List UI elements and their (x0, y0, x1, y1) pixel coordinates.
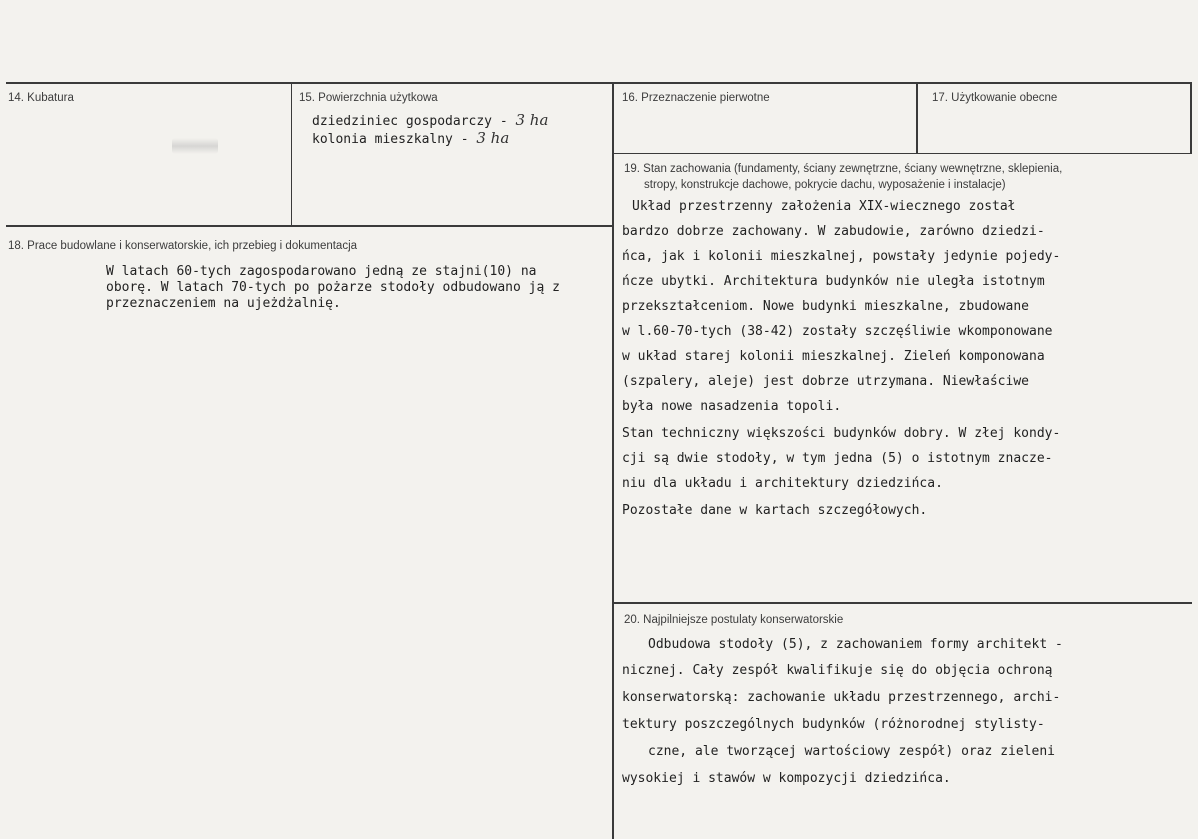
field-15-line-2-text: kolonia mieszkalny - (312, 132, 477, 147)
field-20-line: Odbudowa stodoły (5), z zachowaniem formy architekt - (648, 637, 1063, 652)
field-16-label: 16. Przeznaczenie pierwotne (622, 92, 770, 104)
field-15-label: 15. Powierzchnia użytkowa (299, 92, 438, 104)
field-20-label: 20. Najpilniejsze postulaty konserwatorskie (624, 614, 844, 626)
field-15-line-2-handwritten: 3 ha (476, 129, 510, 147)
field-18-line: W latach 60-tych zagospodarowano jedną ze stajni(10) na (106, 264, 537, 279)
column-divider-3 (916, 82, 918, 154)
field-19-line: (szpalery, aleje) jest dobrze utrzymana. Niewłaściwe (622, 374, 1029, 389)
field-18-label: 18. Prace budowlane i konserwatorskie, ich przebieg i dokumentacja (8, 240, 358, 252)
field-20-line: nicznej. Cały zespół kwalifikuje się do objęcia ochroną (622, 663, 1053, 678)
field-20-line: czne, ale tworzącej wartościowy zespół) oraz zieleni (648, 744, 1055, 759)
field-15-line-1-text: dziedziniec gospodarczy - (312, 114, 516, 129)
field-19-line: Układ przestrzenny założenia XIX-wiecznego został (632, 199, 1016, 214)
right-border (1190, 82, 1192, 154)
field-18-line: oborę. W latach 70-tych po pożarze stodoły odbudowano ją z (106, 280, 560, 295)
column-divider-1 (291, 82, 292, 226)
field-19-line: ńca, jak i kolonii mieszkalnej, powstały jedynie pojedy- (622, 249, 1061, 264)
field-20-line: konserwatorską: zachowanie układu przestrzennego, archi- (622, 690, 1061, 705)
field-15-line-2 (312, 129, 509, 147)
paper-smudge (172, 138, 218, 154)
field-17-label: 17. Użytkowanie obecne (932, 92, 1058, 104)
field-20-line: tektury poszczególnych budynków (różnorodnej stylisty- (622, 717, 1045, 732)
field-19-line: Pozostałe dane w kartach szczegółowych. (622, 503, 928, 518)
field-19-line: bardzo dobrze zachowany. W zabudowie, zarówno dziedzi- (622, 224, 1045, 239)
field-19-line: ńcze ubytki. Architektura budynków nie uległa istotnym (622, 274, 1045, 289)
field-18-line: przeznaczeniem na ujeżdżalnię. (106, 296, 341, 311)
column-divider-main (612, 82, 614, 839)
field-19-line: w układ starej kolonii mieszkalnej. Zieleń komponowana (622, 349, 1045, 364)
field-19-line: niu dla układu i architektury dziedzińca. (622, 476, 943, 491)
field-15-line-1-handwritten: 3 ha (515, 111, 549, 129)
top-border (6, 82, 1192, 84)
right-row-divider-2 (614, 602, 1192, 604)
right-row-divider-1 (614, 153, 1192, 154)
field-19-label-line-2: stropy, konstrukcje dachowe, pokrycie dachu, wyposażenie i instalacje) (644, 179, 1006, 191)
field-15-line-1 (312, 111, 548, 129)
field-14-label: 14. Kubatura (8, 92, 74, 104)
field-19-line: przekształceniom. Nowe budynki mieszkalne, zbudowane (622, 299, 1029, 314)
field-19-label-line-1: 19. Stan zachowania (fundamenty, ściany zewnętrzne, ściany wewnętrzne, sklepienia, (624, 163, 1063, 175)
field-20-line: wysokiej i stawów w kompozycji dziedzińca. (622, 771, 951, 786)
field-19-line: Stan techniczny większości budynków dobry. W złej kondy- (622, 426, 1061, 441)
field-19-line: była nowe nasadzenia topoli. (622, 399, 842, 414)
field-19-line: w l.60-70-tych (38-42) zostały szczęśliwie wkomponowane (622, 324, 1053, 339)
field-19-line: cji są dwie stodoły, w tym jedna (5) o istotnym znacze- (622, 451, 1053, 466)
left-row-divider (6, 225, 614, 227)
